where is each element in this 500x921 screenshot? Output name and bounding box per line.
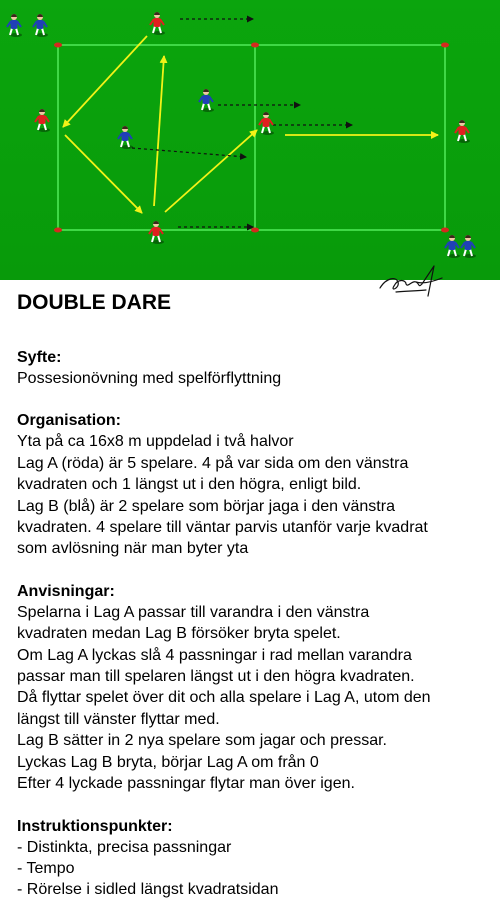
section-organisation bbox=[17, 410, 497, 559]
cone-icon bbox=[441, 43, 449, 48]
section-line: Efter 4 lyckade passningar flytar man över igen. bbox=[17, 775, 355, 793]
section-line: passar man till spelaren längst ut i den högra kvadraten. bbox=[17, 668, 415, 686]
section-line: Lag B (blå) är 2 spelare som börjar jaga i den vänstra bbox=[17, 497, 395, 515]
pitch bbox=[0, 0, 500, 280]
section-line: längst till vänster flyttar med. bbox=[17, 710, 220, 728]
section-line: kvadraten medan Lag B försöker bryta spelet. bbox=[17, 625, 341, 643]
section-line: Lag A (röda) är 5 spelare. 4 på var sida om den vänstra bbox=[17, 454, 409, 472]
section-line: Possesionövning med spelförflyttning bbox=[17, 370, 282, 387]
section-heading: Instruktionspunkter: bbox=[17, 817, 173, 835]
cone-icon bbox=[54, 43, 62, 48]
section-line: kvadraten. 4 spelare till väntar parvis utanför varje kvadrat bbox=[17, 519, 428, 537]
section-syfte bbox=[17, 347, 497, 389]
section-line: Då flyttar spelet över dit och alla spelare i Lag A, utom den bbox=[17, 689, 431, 707]
section-line: som avlösning när man byter yta bbox=[17, 540, 249, 558]
drill-description bbox=[17, 290, 497, 901]
section-line: Spelarna i Lag A passar till varandra i den vänstra bbox=[17, 603, 370, 621]
section-line: - Distinkta, precisa passningar bbox=[17, 838, 232, 856]
cone-icon bbox=[54, 228, 62, 233]
section-line: Om Lag A lyckas slå 4 passningar i rad mellan varandra bbox=[17, 646, 412, 664]
cone-icon bbox=[251, 228, 259, 233]
section-heading: Organisation: bbox=[17, 412, 122, 430]
section-instruktionspunkter bbox=[17, 816, 497, 901]
section-line: - Rörelse i sidled längst kvadratsidan bbox=[17, 881, 279, 899]
document-title: DOUBLE DARE bbox=[17, 291, 172, 314]
drill-diagram bbox=[0, 0, 500, 280]
section-heading: Syfte: bbox=[17, 349, 62, 366]
cone-icon bbox=[251, 43, 259, 48]
section-heading: Anvisningar: bbox=[17, 582, 115, 600]
section-anvisningar bbox=[17, 581, 497, 795]
section-line: - Tempo bbox=[17, 859, 75, 877]
section-line: kvadraten och 1 längst ut i den högra, enligt bild. bbox=[17, 476, 362, 494]
cone-icon bbox=[441, 228, 449, 233]
section-line: Lag B sätter in 2 nya spelare som jagar och pressar. bbox=[17, 732, 387, 750]
section-line: Lyckas Lag B bryta, börjar Lag A om från 0 bbox=[17, 753, 319, 771]
section-line: Yta på ca 16x8 m uppdelad i två halvor bbox=[17, 433, 294, 451]
